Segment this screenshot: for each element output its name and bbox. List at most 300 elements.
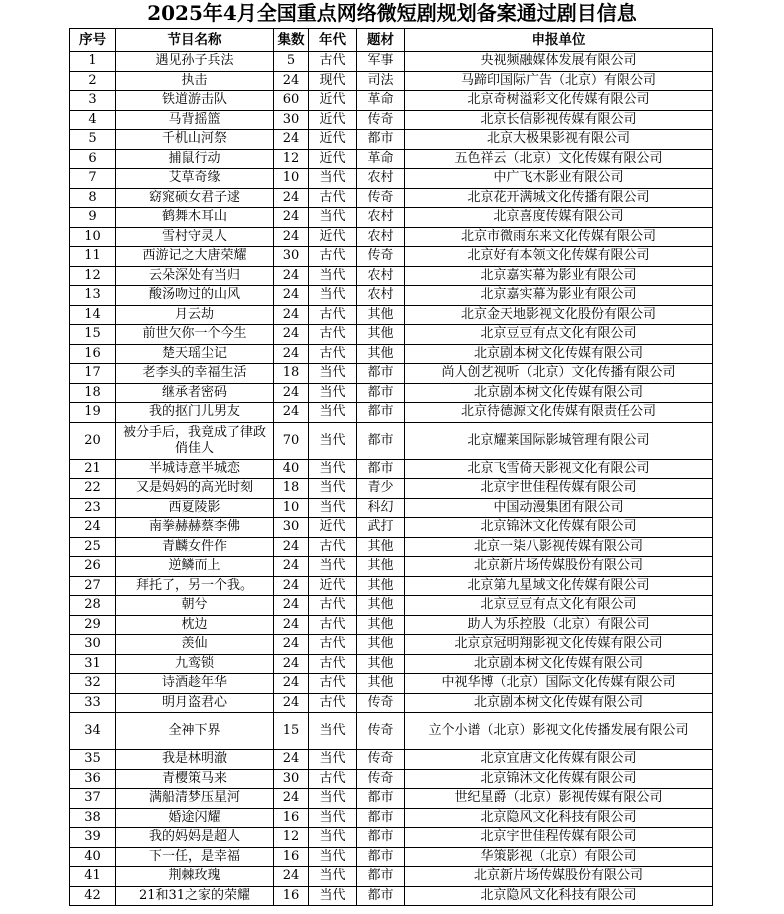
cell-title: 21和31之家的荣耀 [116,886,274,906]
cell-applicant: 北京剧本树文化传媒有限公司 [405,693,713,713]
table-row [70,693,713,713]
cell-genre: 都市 [357,847,405,867]
drama-table [69,28,713,906]
table-row [70,305,713,325]
cell-applicant: 助人为乐控股（北京）有限公司 [405,615,713,635]
cell-genre: 都市 [357,808,405,828]
cell-era: 近代 [309,91,357,111]
cell-title: 前世欠你一个今生 [116,325,274,345]
header-episodes: 集数 [274,29,309,52]
cell-genre: 革命 [357,149,405,169]
cell-index: 4 [70,110,116,130]
cell-genre: 都市 [357,383,405,403]
cell-index: 6 [70,149,116,169]
cell-applicant: 央视频融媒体发展有限公司 [405,52,713,72]
cell-index: 5 [70,130,116,150]
cell-applicant: 北京剧本树文化传媒有限公司 [405,344,713,364]
cell-genre: 其他 [357,674,405,694]
cell-episodes: 12 [274,828,309,848]
cell-title: 下一任，是幸福 [116,847,274,867]
cell-title: 拜托了，另一个我。 [116,576,274,596]
cell-genre: 青少 [357,479,405,499]
cell-genre: 都市 [357,828,405,848]
cell-era: 近代 [309,227,357,247]
cell-applicant: 北京飞雪倚天影视文化有限公司 [405,459,713,479]
table-row [70,847,713,867]
cell-episodes: 12 [274,149,309,169]
cell-title: 诗酒趁年华 [116,674,274,694]
cell-episodes: 24 [274,596,309,616]
cell-applicant: 北京锦沐文化传媒有限公司 [405,518,713,538]
cell-index: 26 [70,557,116,577]
cell-title: 西游记之大唐荣耀 [116,247,274,267]
cell-applicant: 北京好有本领文化传媒有限公司 [405,247,713,267]
cell-era: 当代 [309,364,357,384]
cell-index: 14 [70,305,116,325]
cell-title: 月云劫 [116,305,274,325]
cell-index: 38 [70,808,116,828]
cell-era: 当代 [309,169,357,189]
cell-title: 荆棘玫瑰 [116,867,274,887]
cell-episodes: 24 [274,693,309,713]
cell-episodes: 24 [274,674,309,694]
cell-genre: 农村 [357,208,405,228]
cell-genre: 其他 [357,537,405,557]
table-row [70,537,713,557]
cell-title: 朝兮 [116,596,274,616]
cell-index: 7 [70,169,116,189]
cell-era: 当代 [309,713,357,750]
cell-genre: 传奇 [357,750,405,770]
cell-title: 九鸾锁 [116,654,274,674]
table-row [70,828,713,848]
cell-title: 逆鳞而上 [116,557,274,577]
cell-index: 16 [70,344,116,364]
table-row [70,344,713,364]
cell-index: 22 [70,479,116,499]
cell-episodes: 24 [274,305,309,325]
cell-index: 3 [70,91,116,111]
cell-episodes: 15 [274,713,309,750]
cell-era: 近代 [309,130,357,150]
cell-title: 明月盗君心 [116,693,274,713]
cell-applicant: 立个小谱（北京）影视文化传播发展有限公司 [405,713,713,750]
cell-applicant: 北京花开满城文化传播有限公司 [405,188,713,208]
cell-index: 36 [70,769,116,789]
cell-index: 23 [70,498,116,518]
cell-era: 近代 [309,576,357,596]
cell-applicant: 马蹄印国际广告（北京）有限公司 [405,71,713,91]
table-row [70,750,713,770]
table-row [70,635,713,655]
cell-title: 青樱策马来 [116,769,274,789]
cell-episodes: 24 [274,71,309,91]
cell-index: 33 [70,693,116,713]
cell-title: 执击 [116,71,274,91]
cell-index: 18 [70,383,116,403]
cell-title: 又是妈妈的高光时刻 [116,479,274,499]
cell-era: 古代 [309,615,357,635]
cell-applicant: 北京锦沐文化传媒有限公司 [405,769,713,789]
cell-index: 25 [70,537,116,557]
cell-applicant: 北京奇树溢彩文化传媒有限公司 [405,91,713,111]
cell-era: 古代 [309,596,357,616]
table-row [70,789,713,809]
cell-title: 半城诗意半城恋 [116,459,274,479]
cell-title: 我的妈妈是超人 [116,828,274,848]
cell-index: 27 [70,576,116,596]
cell-index: 15 [70,325,116,345]
cell-index: 31 [70,654,116,674]
cell-genre: 都市 [357,886,405,906]
cell-applicant: 北京剧本树文化传媒有限公司 [405,383,713,403]
cell-title: 遇见孙子兵法 [116,52,274,72]
cell-applicant: 北京宇世佳程传媒有限公司 [405,479,713,499]
cell-title: 枕边 [116,615,274,635]
cell-index: 41 [70,867,116,887]
table-row [70,808,713,828]
table-row [70,71,713,91]
cell-episodes: 24 [274,557,309,577]
cell-genre: 农村 [357,266,405,286]
cell-era: 近代 [309,110,357,130]
cell-index: 11 [70,247,116,267]
cell-title: 窈窕硕女君子逑 [116,188,274,208]
cell-genre: 都市 [357,422,405,459]
cell-episodes: 24 [274,208,309,228]
cell-episodes: 24 [274,789,309,809]
cell-applicant: 北京长信影视传媒有限公司 [405,110,713,130]
cell-index: 20 [70,422,116,459]
cell-title: 西夏陵影 [116,498,274,518]
cell-applicant: 中国动漫集团有限公司 [405,498,713,518]
cell-title: 云朵深处有当归 [116,266,274,286]
cell-applicant: 北京待德源文化传媒有限责任公司 [405,403,713,423]
cell-applicant: 北京豆豆有点文化有限公司 [405,596,713,616]
table-row [70,422,713,459]
cell-episodes: 24 [274,227,309,247]
cell-index: 17 [70,364,116,384]
cell-era: 古代 [309,188,357,208]
cell-episodes: 24 [274,325,309,345]
cell-genre: 其他 [357,615,405,635]
cell-episodes: 24 [274,750,309,770]
cell-genre: 其他 [357,325,405,345]
cell-applicant: 中视华博（北京）国际文化传媒有限公司 [405,674,713,694]
cell-title: 雪村守灵人 [116,227,274,247]
cell-genre: 其他 [357,305,405,325]
cell-era: 古代 [309,635,357,655]
table-row [70,247,713,267]
cell-applicant: 华策影视（北京）有限公司 [405,847,713,867]
cell-era: 古代 [309,537,357,557]
cell-episodes: 24 [274,576,309,596]
cell-index: 2 [70,71,116,91]
cell-index: 42 [70,886,116,906]
cell-genre: 革命 [357,91,405,111]
cell-index: 12 [70,266,116,286]
cell-genre: 其他 [357,576,405,596]
cell-era: 当代 [309,403,357,423]
cell-era: 当代 [309,750,357,770]
cell-era: 当代 [309,266,357,286]
table-row [70,52,713,72]
cell-episodes: 18 [274,364,309,384]
cell-episodes: 24 [274,654,309,674]
table-row [70,383,713,403]
cell-title: 满船清梦压星河 [116,789,274,809]
table-row [70,169,713,189]
cell-era: 现代 [309,71,357,91]
cell-era: 古代 [309,693,357,713]
cell-title: 南拳赫赫蔡李佛 [116,518,274,538]
table-row [70,674,713,694]
table-row [70,518,713,538]
cell-genre: 军事 [357,52,405,72]
cell-index: 40 [70,847,116,867]
header-era: 年代 [309,29,357,52]
cell-genre: 都市 [357,867,405,887]
cell-index: 24 [70,518,116,538]
cell-index: 13 [70,286,116,306]
cell-era: 当代 [309,847,357,867]
cell-applicant: 北京第九星域文化传媒有限公司 [405,576,713,596]
cell-index: 21 [70,459,116,479]
table-row [70,557,713,577]
cell-episodes: 16 [274,886,309,906]
cell-genre: 其他 [357,344,405,364]
cell-title: 楚天瑶尘记 [116,344,274,364]
table-row [70,325,713,345]
cell-applicant: 中广飞木影业有限公司 [405,169,713,189]
cell-index: 37 [70,789,116,809]
cell-episodes: 30 [274,518,309,538]
cell-episodes: 24 [274,635,309,655]
cell-genre: 其他 [357,557,405,577]
cell-episodes: 40 [274,459,309,479]
cell-genre: 农村 [357,169,405,189]
cell-episodes: 70 [274,422,309,459]
cell-index: 9 [70,208,116,228]
cell-genre: 传奇 [357,769,405,789]
cell-applicant: 北京市微雨东来文化传媒有限公司 [405,227,713,247]
cell-genre: 农村 [357,227,405,247]
cell-genre: 司法 [357,71,405,91]
cell-genre: 科幻 [357,498,405,518]
cell-genre: 其他 [357,654,405,674]
cell-era: 当代 [309,498,357,518]
cell-era: 古代 [309,344,357,364]
cell-episodes: 24 [274,867,309,887]
cell-episodes: 10 [274,169,309,189]
cell-title: 全神下界 [116,713,274,750]
cell-genre: 都市 [357,364,405,384]
table-row [70,149,713,169]
table-row [70,403,713,423]
cell-era: 古代 [309,674,357,694]
cell-title: 鹤舞木耳山 [116,208,274,228]
cell-index: 34 [70,713,116,750]
cell-genre: 传奇 [357,188,405,208]
cell-era: 古代 [309,305,357,325]
table-row [70,615,713,635]
cell-episodes: 24 [274,344,309,364]
cell-episodes: 24 [274,188,309,208]
cell-applicant: 尚人创艺视听（北京）文化传播有限公司 [405,364,713,384]
cell-genre: 传奇 [357,713,405,750]
table-header-row [70,29,713,52]
cell-applicant: 北京隐风文化科技有限公司 [405,886,713,906]
table-row [70,576,713,596]
cell-genre: 都市 [357,789,405,809]
cell-era: 古代 [309,654,357,674]
cell-episodes: 5 [274,52,309,72]
cell-genre: 都市 [357,459,405,479]
cell-index: 1 [70,52,116,72]
cell-applicant: 北京宜唐文化传媒有限公司 [405,750,713,770]
table-row [70,227,713,247]
cell-era: 当代 [309,479,357,499]
cell-episodes: 30 [274,247,309,267]
cell-title: 捕鼠行动 [116,149,274,169]
cell-applicant: 北京新片场传媒股份有限公司 [405,557,713,577]
cell-genre: 传奇 [357,693,405,713]
table-row [70,654,713,674]
cell-genre: 农村 [357,286,405,306]
cell-episodes: 10 [274,498,309,518]
cell-era: 当代 [309,459,357,479]
cell-title: 我的抠门儿男友 [116,403,274,423]
table-row [70,713,713,750]
table-row [70,188,713,208]
cell-genre: 都市 [357,403,405,423]
cell-era: 古代 [309,325,357,345]
cell-title: 继承者密码 [116,383,274,403]
cell-era: 当代 [309,383,357,403]
cell-era: 近代 [309,149,357,169]
cell-applicant: 北京剧本树文化传媒有限公司 [405,654,713,674]
cell-applicant: 北京一柒八影视传媒有限公司 [405,537,713,557]
table-body [70,52,713,906]
cell-episodes: 16 [274,808,309,828]
cell-title: 青麟女件作 [116,537,274,557]
cell-era: 当代 [309,422,357,459]
cell-genre: 传奇 [357,110,405,130]
cell-episodes: 24 [274,537,309,557]
cell-title: 酸汤吻过的山风 [116,286,274,306]
cell-episodes: 30 [274,110,309,130]
cell-index: 29 [70,615,116,635]
cell-era: 当代 [309,557,357,577]
table-row [70,286,713,306]
table-row [70,886,713,906]
cell-index: 32 [70,674,116,694]
cell-episodes: 24 [274,383,309,403]
cell-index: 8 [70,188,116,208]
cell-title: 被分手后，我竟成了律政俏佳人 [116,422,274,459]
cell-title: 我是林明澈 [116,750,274,770]
cell-genre: 武打 [357,518,405,538]
page-title: 2025年4月全国重点网络微短剧规划备案通过剧目信息 [147,1,637,25]
cell-applicant: 北京嘉实幕为影业有限公司 [405,266,713,286]
cell-applicant: 北京隐风文化科技有限公司 [405,808,713,828]
cell-applicant: 北京嘉实幕为影业有限公司 [405,286,713,306]
cell-applicant: 北京喜度传媒有限公司 [405,208,713,228]
table-row [70,110,713,130]
cell-title: 羡仙 [116,635,274,655]
header-title: 节目名称 [116,29,274,52]
cell-title: 马背摇篮 [116,110,274,130]
cell-era: 近代 [309,518,357,538]
cell-applicant: 世纪星爵（北京）影视传媒有限公司 [405,789,713,809]
cell-era: 古代 [309,52,357,72]
cell-index: 30 [70,635,116,655]
cell-episodes: 24 [274,130,309,150]
cell-genre: 都市 [357,130,405,150]
cell-episodes: 16 [274,847,309,867]
cell-genre: 其他 [357,596,405,616]
cell-era: 古代 [309,769,357,789]
cell-episodes: 30 [274,769,309,789]
cell-index: 39 [70,828,116,848]
cell-applicant: 五色祥云（北京）文化传媒有限公司 [405,149,713,169]
cell-index: 35 [70,750,116,770]
table-row [70,498,713,518]
table-row [70,364,713,384]
cell-applicant: 北京金天地影视文化股份有限公司 [405,305,713,325]
cell-applicant: 北京宇世佳程传媒有限公司 [405,828,713,848]
cell-era: 当代 [309,286,357,306]
cell-episodes: 24 [274,615,309,635]
cell-era: 当代 [309,208,357,228]
cell-index: 19 [70,403,116,423]
cell-title: 艾草奇缘 [116,169,274,189]
header-genre: 题材 [357,29,405,52]
cell-episodes: 18 [274,479,309,499]
cell-episodes: 60 [274,91,309,111]
cell-era: 当代 [309,867,357,887]
cell-applicant: 北京京冠明翔影视文化传媒有限公司 [405,635,713,655]
cell-applicant: 北京大极果影视有限公司 [405,130,713,150]
table-row [70,459,713,479]
cell-index: 28 [70,596,116,616]
header-applicant: 申报单位 [405,29,713,52]
cell-episodes: 24 [274,403,309,423]
table-row [70,130,713,150]
cell-index: 10 [70,227,116,247]
cell-genre: 其他 [357,635,405,655]
table-row [70,266,713,286]
cell-applicant: 北京耀莱国际影城管理有限公司 [405,422,713,459]
cell-episodes: 24 [274,286,309,306]
table-row [70,479,713,499]
cell-genre: 传奇 [357,247,405,267]
header-index: 序号 [70,29,116,52]
cell-era: 当代 [309,828,357,848]
cell-title: 老李头的幸福生活 [116,364,274,384]
cell-era: 当代 [309,808,357,828]
cell-title: 千机山河祭 [116,130,274,150]
table-row [70,867,713,887]
cell-title: 铁道游击队 [116,91,274,111]
table-row [70,208,713,228]
cell-episodes: 24 [274,266,309,286]
table-row [70,596,713,616]
cell-era: 古代 [309,247,357,267]
table-row [70,91,713,111]
cell-applicant: 北京豆豆有点文化有限公司 [405,325,713,345]
cell-title: 婚途闪耀 [116,808,274,828]
